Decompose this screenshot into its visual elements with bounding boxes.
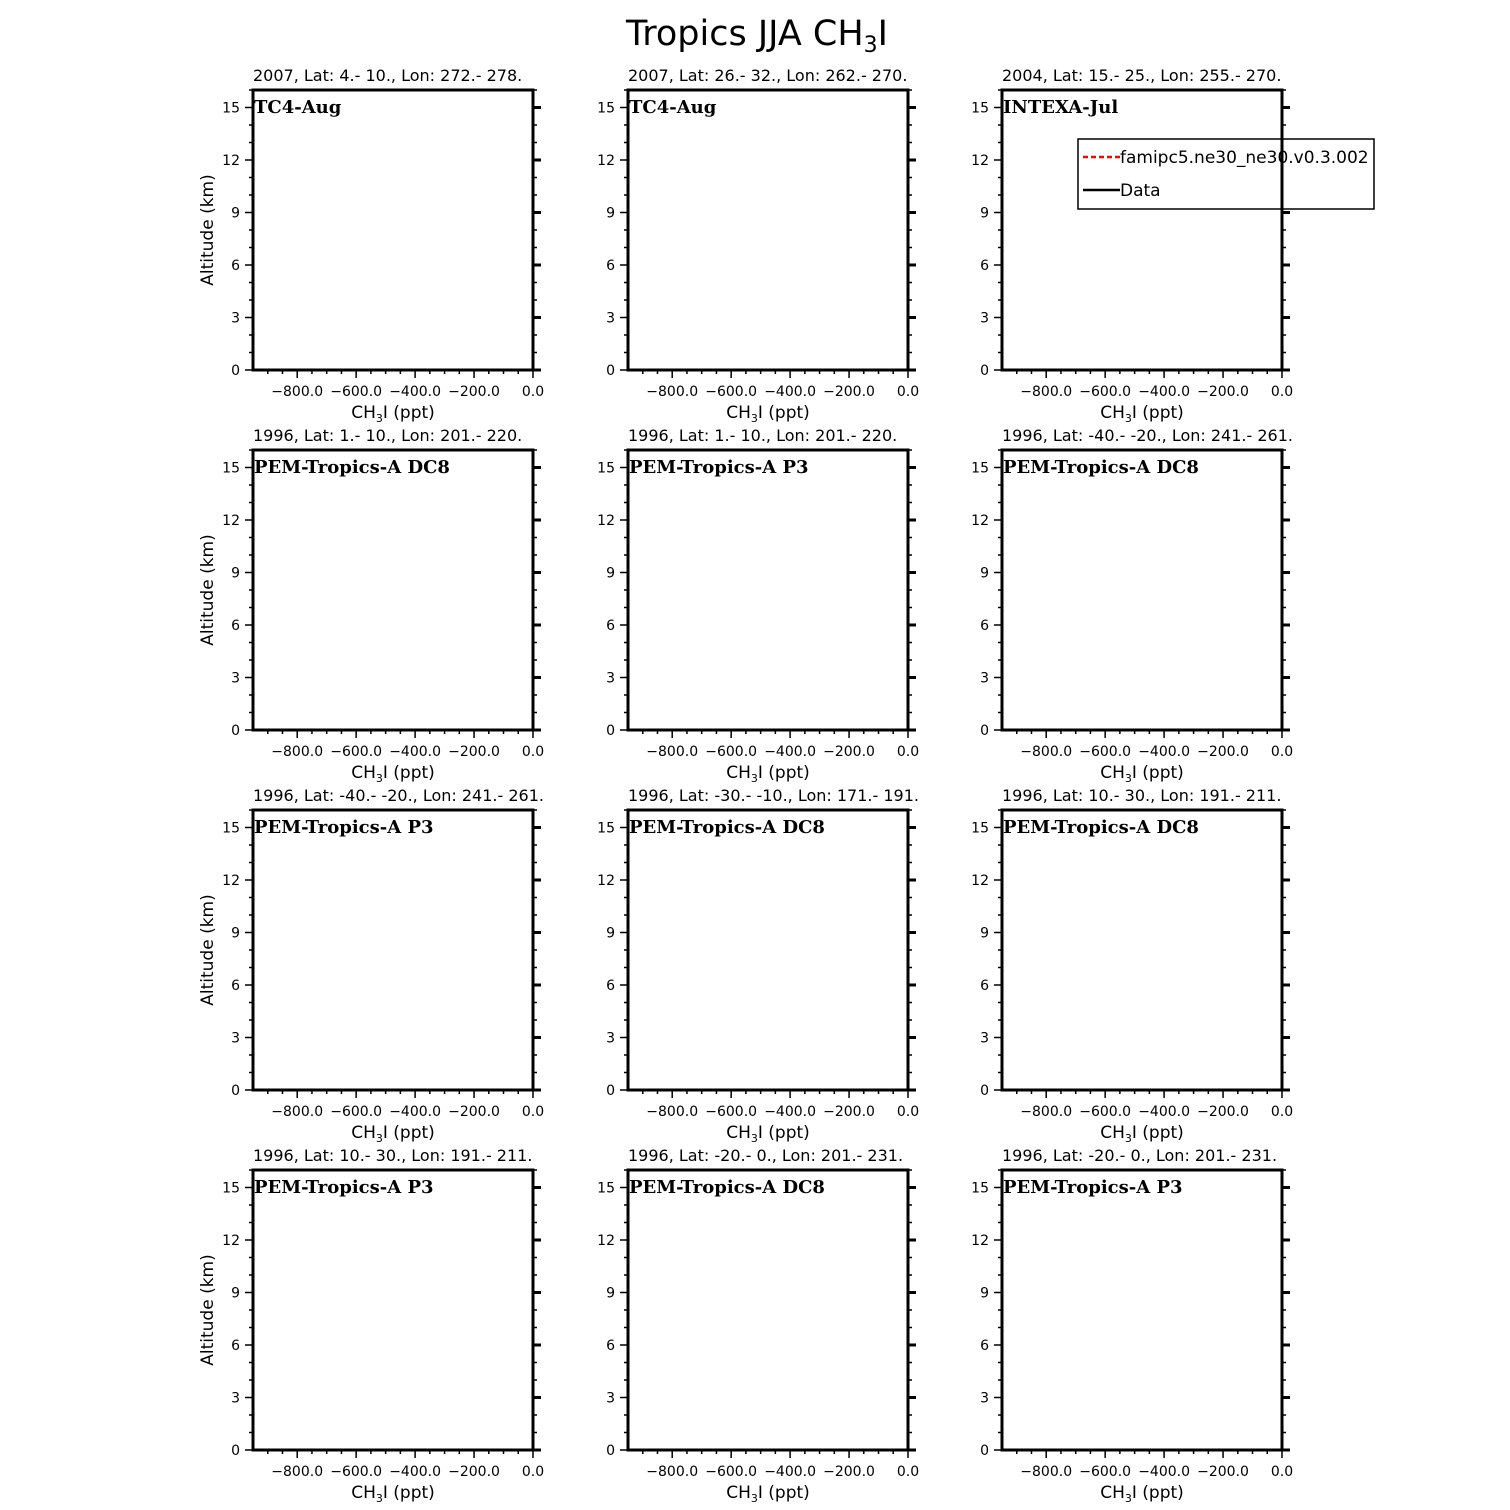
x-axis-label (351, 763, 435, 785)
y-tick-label: 9 (606, 205, 615, 222)
x-tick-label: −400.0 (1138, 1104, 1191, 1120)
y-tick-label: 0 (606, 1443, 615, 1459)
x-axis-label-subscript: 3 (1124, 1492, 1132, 1505)
x-tick-label: −600.0 (705, 1464, 758, 1480)
x-tick-label: −200.0 (823, 1104, 875, 1120)
x-axis-label-tail: I (ppt) (1131, 1483, 1184, 1503)
y-tick-label: 15 (597, 1180, 615, 1197)
plot-frame (1002, 810, 1282, 1090)
panel-header: 1996, Lat: -20.- 0., Lon: 201.- 231. (1002, 1146, 1278, 1165)
x-tick-label: −800.0 (271, 744, 324, 760)
chart-panel-9 (971, 786, 1293, 1145)
y-tick-label: 0 (980, 1443, 989, 1459)
x-axis-label (1100, 1123, 1184, 1145)
x-tick-label: −800.0 (1020, 384, 1073, 400)
plot-frame (1002, 90, 1282, 370)
x-tick-label: 0.0 (521, 1104, 545, 1120)
y-tick-label: 0 (606, 723, 615, 739)
plot-frame (628, 450, 908, 730)
x-axis-label (726, 403, 810, 425)
y-tick-label: 12 (597, 513, 615, 529)
chart-panel-6 (971, 426, 1293, 785)
y-tick-label: 0 (231, 1443, 240, 1459)
x-axis-label-tail: I (ppt) (382, 1483, 435, 1503)
figure-title (625, 14, 888, 58)
x-tick-label: −600.0 (330, 744, 383, 760)
x-tick-label: −200.0 (1197, 1464, 1249, 1480)
x-tick-label: 0.0 (1270, 744, 1294, 760)
x-tick-label: −800.0 (646, 1464, 699, 1480)
x-axis-label (1100, 1483, 1184, 1505)
x-tick-label: 0.0 (521, 384, 545, 400)
y-tick-label: 9 (606, 925, 615, 942)
y-tick-label: 12 (222, 513, 240, 529)
y-tick-label: 9 (606, 565, 615, 582)
y-tick-label: 12 (597, 153, 615, 169)
y-tick-label: 9 (980, 1285, 989, 1302)
x-tick-label: −200.0 (1197, 744, 1249, 760)
y-tick-label: 3 (606, 670, 615, 687)
x-axis-label-main: CH (726, 763, 751, 783)
plot-frame (628, 1170, 908, 1450)
y-tick-label: 3 (980, 670, 989, 687)
x-tick-label: 0.0 (896, 744, 920, 760)
x-axis-label-main: CH (726, 403, 751, 423)
mission-label: PEM-Tropics-A DC8 (1003, 817, 1199, 838)
x-axis-label-subscript: 3 (375, 772, 383, 785)
x-tick-label: −800.0 (646, 744, 699, 760)
y-tick-label: 12 (597, 1233, 615, 1249)
y-tick-label: 3 (606, 310, 615, 327)
y-tick-label: 6 (231, 258, 240, 274)
x-axis-label-subscript: 3 (1124, 772, 1132, 785)
x-tick-label: 0.0 (521, 744, 545, 760)
x-axis-label-main: CH (726, 1123, 751, 1143)
y-tick-label: 9 (231, 565, 240, 582)
x-axis-label-subscript: 3 (750, 1492, 758, 1505)
y-tick-label: 3 (980, 1390, 989, 1407)
figure-title-tail: I (877, 14, 888, 54)
x-axis-label-subscript: 3 (375, 412, 383, 425)
plot-frame (253, 450, 533, 730)
x-axis-label (726, 1483, 810, 1505)
y-tick-label: 3 (606, 1030, 615, 1047)
x-axis-label-main: CH (351, 403, 376, 423)
mission-label: INTEXA-Jul (1003, 97, 1119, 118)
plot-frame (1002, 1170, 1282, 1450)
panel-header: 2004, Lat: 15.- 25., Lon: 255.- 270. (1002, 66, 1282, 85)
y-tick-label: 0 (231, 1083, 240, 1099)
y-tick-label: 15 (597, 100, 615, 117)
x-axis-label-tail: I (ppt) (1131, 763, 1184, 783)
mission-label: PEM-Tropics-A P3 (1003, 1177, 1183, 1198)
x-tick-label: −600.0 (1079, 1104, 1132, 1120)
x-axis-label-main: CH (1100, 1123, 1125, 1143)
x-axis-label-main: CH (1100, 403, 1125, 423)
x-tick-label: −600.0 (1079, 384, 1132, 400)
y-tick-label: 0 (231, 723, 240, 739)
legend (1078, 139, 1374, 209)
y-tick-label: 12 (222, 153, 240, 169)
panel-header: 2007, Lat: 26.- 32., Lon: 262.- 270. (628, 66, 908, 85)
x-axis-label-main: CH (1100, 1483, 1125, 1503)
y-tick-label: 15 (597, 460, 615, 477)
y-tick-label: 3 (231, 670, 240, 687)
y-tick-label: 15 (971, 100, 989, 117)
y-tick-label: 0 (980, 363, 989, 379)
x-tick-label: −800.0 (1020, 1104, 1073, 1120)
y-tick-label: 3 (606, 1390, 615, 1407)
panel-header: 1996, Lat: 10.- 30., Lon: 191.- 211. (253, 1146, 533, 1165)
y-tick-label: 12 (597, 873, 615, 889)
y-tick-label: 12 (222, 1233, 240, 1249)
x-axis-label (351, 403, 435, 425)
y-tick-label: 6 (606, 1338, 615, 1354)
x-tick-label: 0.0 (896, 1104, 920, 1120)
y-tick-label: 0 (231, 363, 240, 379)
x-tick-label: −400.0 (764, 1464, 817, 1480)
y-tick-label: 3 (980, 310, 989, 327)
x-axis-label (726, 1123, 810, 1145)
x-axis-label-main: CH (726, 1483, 751, 1503)
x-axis-label (351, 1123, 435, 1145)
chart-panel-11 (597, 1146, 919, 1505)
x-tick-label: −800.0 (271, 1464, 324, 1480)
y-tick-label: 3 (231, 1390, 240, 1407)
x-axis-label (351, 1483, 435, 1505)
y-tick-label: 12 (971, 873, 989, 889)
y-tick-label: 9 (231, 205, 240, 222)
y-tick-label: 15 (971, 820, 989, 837)
x-tick-label: −400.0 (1138, 744, 1191, 760)
y-tick-label: 6 (606, 618, 615, 634)
mission-label: PEM-Tropics-A DC8 (629, 817, 825, 838)
y-axis-label: Altitude (km) (198, 894, 218, 1006)
x-axis-label-subscript: 3 (1124, 412, 1132, 425)
panel-header: 1996, Lat: -20.- 0., Lon: 201.- 231. (628, 1146, 904, 1165)
panel-header: 1996, Lat: -40.- -20., Lon: 241.- 261. (1002, 426, 1293, 445)
plot-frame (1002, 450, 1282, 730)
figure-title-subscript: 3 (863, 33, 878, 58)
y-tick-label: 15 (222, 1180, 240, 1197)
x-tick-label: −200.0 (448, 384, 500, 400)
plot-frame (628, 810, 908, 1090)
x-tick-label: −200.0 (823, 744, 875, 760)
x-tick-label: −600.0 (330, 1104, 383, 1120)
x-axis-label-subscript: 3 (750, 772, 758, 785)
x-tick-label: −200.0 (448, 744, 500, 760)
x-tick-label: −200.0 (823, 1464, 875, 1480)
y-tick-label: 12 (971, 153, 989, 169)
x-axis-label-tail: I (ppt) (757, 763, 810, 783)
y-tick-label: 3 (231, 1030, 240, 1047)
panel-header: 1996, Lat: -40.- -20., Lon: 241.- 261. (253, 786, 544, 805)
x-axis-label-subscript: 3 (1124, 1132, 1132, 1145)
plot-frame (253, 810, 533, 1090)
x-tick-label: −800.0 (1020, 744, 1073, 760)
y-tick-label: 15 (597, 820, 615, 837)
x-axis-label-tail: I (ppt) (382, 403, 435, 423)
x-tick-label: −400.0 (764, 384, 817, 400)
x-tick-label: −800.0 (271, 1104, 324, 1120)
legend-label: Data (1120, 181, 1161, 201)
x-tick-label: −800.0 (646, 1104, 699, 1120)
plot-frame (628, 90, 908, 370)
x-tick-label: −400.0 (389, 384, 442, 400)
x-tick-label: −600.0 (1079, 744, 1132, 760)
panel-header: 1996, Lat: 1.- 10., Lon: 201.- 220. (253, 426, 523, 445)
y-tick-label: 9 (980, 565, 989, 582)
x-tick-label: −200.0 (448, 1464, 500, 1480)
y-tick-label: 0 (980, 723, 989, 739)
legend-label: famipc5.ne30_ne30.v0.3.002 (1120, 148, 1369, 168)
x-axis-label-main: CH (351, 763, 376, 783)
x-tick-label: −600.0 (330, 1464, 383, 1480)
y-tick-label: 9 (606, 1285, 615, 1302)
mission-label: PEM-Tropics-A P3 (254, 1177, 434, 1198)
y-tick-label: 9 (231, 925, 240, 942)
plot-frame (253, 90, 533, 370)
y-axis-label: Altitude (km) (198, 1254, 218, 1366)
y-axis-label: Altitude (km) (198, 174, 218, 286)
x-tick-label: −600.0 (705, 744, 758, 760)
x-axis-label-main: CH (351, 1123, 376, 1143)
panel-grid (198, 66, 1293, 1505)
plot-frame (253, 1170, 533, 1450)
figure-title-main: Tropics JJA CH (626, 14, 864, 54)
x-tick-label: 0.0 (521, 1464, 545, 1480)
panel-header: 1996, Lat: 1.- 10., Lon: 201.- 220. (628, 426, 898, 445)
x-axis-label (726, 763, 810, 785)
panel-header: 2007, Lat: 4.- 10., Lon: 272.- 278. (253, 66, 523, 85)
y-tick-label: 15 (971, 1180, 989, 1197)
x-tick-label: 0.0 (896, 1464, 920, 1480)
x-tick-label: −600.0 (330, 384, 383, 400)
mission-label: PEM-Tropics-A DC8 (629, 1177, 825, 1198)
y-tick-label: 12 (971, 513, 989, 529)
y-tick-label: 9 (231, 1285, 240, 1302)
x-tick-label: 0.0 (1270, 1464, 1294, 1480)
chart-panel-8 (597, 786, 919, 1145)
mission-label: PEM-Tropics-A P3 (629, 457, 809, 478)
x-tick-label: −800.0 (1020, 1464, 1073, 1480)
panel-header: 1996, Lat: -30.- -10., Lon: 171.- 191. (628, 786, 919, 805)
y-tick-label: 15 (222, 460, 240, 477)
x-axis-label-tail: I (ppt) (757, 403, 810, 423)
x-tick-label: −200.0 (1197, 1104, 1249, 1120)
x-tick-label: −400.0 (389, 744, 442, 760)
x-axis-label (1100, 763, 1184, 785)
y-tick-label: 6 (980, 618, 989, 634)
x-tick-label: −400.0 (1138, 1464, 1191, 1480)
x-tick-label: 0.0 (896, 384, 920, 400)
chart-panel-4 (198, 426, 544, 785)
y-tick-label: 12 (222, 873, 240, 889)
y-tick-label: 3 (231, 310, 240, 327)
chart-panel-12 (971, 1146, 1293, 1505)
y-tick-label: 6 (606, 258, 615, 274)
x-tick-label: −200.0 (1197, 384, 1249, 400)
y-tick-label: 15 (222, 820, 240, 837)
mission-label: PEM-Tropics-A P3 (254, 817, 434, 838)
chart-panel-2 (597, 66, 919, 425)
x-axis-label-tail: I (ppt) (1131, 1123, 1184, 1143)
y-tick-label: 6 (231, 618, 240, 634)
chart-panel-5 (597, 426, 919, 785)
mission-label: TC4-Aug (254, 97, 342, 118)
x-axis-label-subscript: 3 (750, 1132, 758, 1145)
x-axis-label (1100, 403, 1184, 425)
y-tick-label: 0 (606, 363, 615, 379)
y-tick-label: 6 (980, 258, 989, 274)
y-tick-label: 9 (980, 925, 989, 942)
x-tick-label: −800.0 (271, 384, 324, 400)
x-tick-label: −600.0 (705, 1104, 758, 1120)
chart-panel-7 (198, 786, 544, 1145)
x-tick-label: −400.0 (389, 1104, 442, 1120)
x-tick-label: −400.0 (764, 744, 817, 760)
y-tick-label: 9 (980, 205, 989, 222)
mission-label: TC4-Aug (629, 97, 717, 118)
x-tick-label: −400.0 (1138, 384, 1191, 400)
x-tick-label: −800.0 (646, 384, 699, 400)
y-tick-label: 0 (606, 1083, 615, 1099)
x-axis-label-tail: I (ppt) (757, 1483, 810, 1503)
x-axis-label-subscript: 3 (375, 1492, 383, 1505)
y-tick-label: 6 (231, 1338, 240, 1354)
chart-panel-10 (198, 1146, 544, 1505)
x-axis-label-main: CH (351, 1483, 376, 1503)
x-tick-label: −200.0 (823, 384, 875, 400)
y-tick-label: 6 (980, 1338, 989, 1354)
mission-label: PEM-Tropics-A DC8 (254, 457, 450, 478)
y-tick-label: 6 (606, 978, 615, 994)
x-tick-label: −400.0 (389, 1464, 442, 1480)
x-axis-label-subscript: 3 (375, 1132, 383, 1145)
x-axis-label-tail: I (ppt) (382, 763, 435, 783)
x-axis-label-tail: I (ppt) (757, 1123, 810, 1143)
x-tick-label: −600.0 (705, 384, 758, 400)
x-axis-label-tail: I (ppt) (1131, 403, 1184, 423)
x-tick-label: −200.0 (448, 1104, 500, 1120)
y-tick-label: 12 (971, 1233, 989, 1249)
y-tick-label: 3 (980, 1030, 989, 1047)
y-tick-label: 15 (222, 100, 240, 117)
x-tick-label: −600.0 (1079, 1464, 1132, 1480)
y-tick-label: 0 (980, 1083, 989, 1099)
x-axis-label-subscript: 3 (750, 412, 758, 425)
x-tick-label: 0.0 (1270, 384, 1294, 400)
x-axis-label-main: CH (1100, 763, 1125, 783)
x-axis-label-tail: I (ppt) (382, 1123, 435, 1143)
y-tick-label: 6 (231, 978, 240, 994)
chart-panel-3 (971, 66, 1293, 425)
mission-label: PEM-Tropics-A DC8 (1003, 457, 1199, 478)
panel-header: 1996, Lat: 10.- 30., Lon: 191.- 211. (1002, 786, 1282, 805)
x-tick-label: −400.0 (764, 1104, 817, 1120)
y-tick-label: 15 (971, 460, 989, 477)
x-tick-label: 0.0 (1270, 1104, 1294, 1120)
y-tick-label: 6 (980, 978, 989, 994)
y-axis-label: Altitude (km) (198, 534, 218, 646)
chart-panel-1 (198, 66, 544, 425)
